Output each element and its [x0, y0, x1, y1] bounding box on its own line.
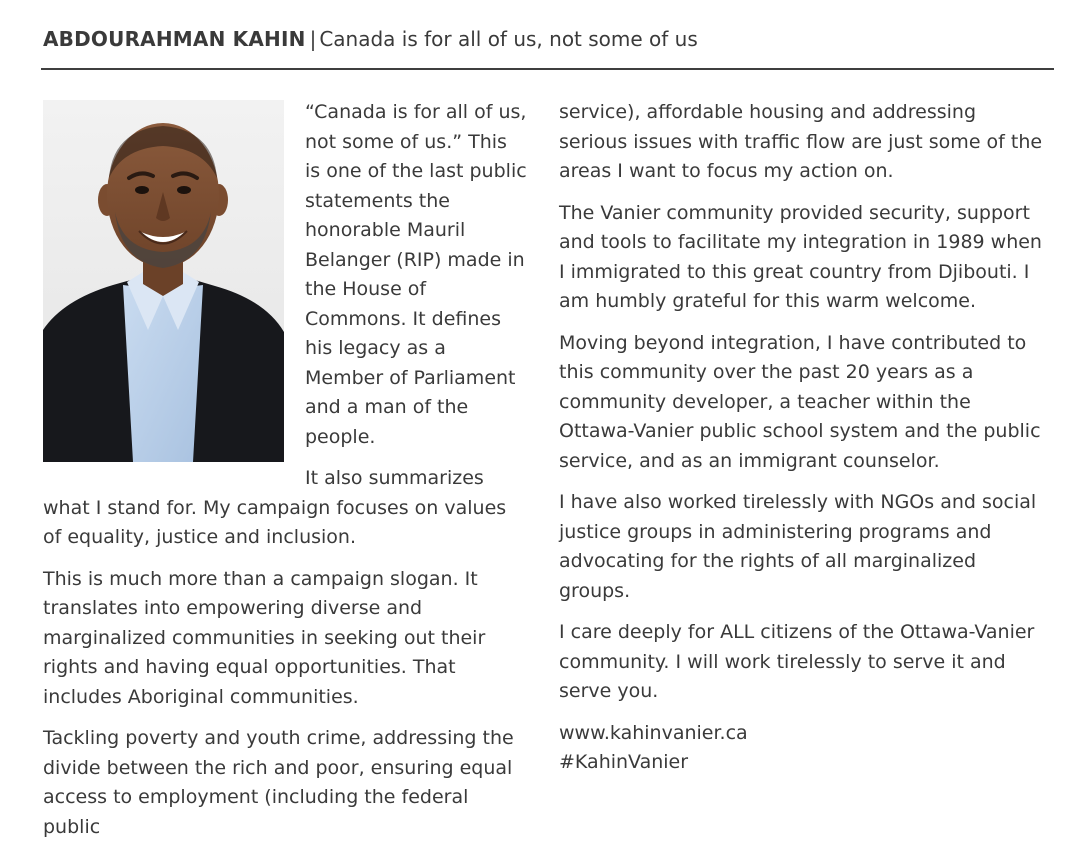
contact-block	[559, 719, 1049, 778]
right-paragraph-5: I care deeply for ALL citizens of the Ottawa-Vanier community. I will work tirelessly to serve it and serve you.	[559, 621, 1035, 702]
right-paragraph-2: The Vanier community provided security, support and tools to facilitate my integration in 1989 when I immigrated to this great country from Djibouti. I am humbly grateful for this warm welcome.	[559, 201, 1042, 312]
header-divider	[41, 68, 1054, 70]
campaign-hashtag[interactable]: #KahinVanier	[559, 751, 689, 773]
page-header	[43, 24, 698, 54]
left-paragraph-2: It also summarizes what I stand for. My campaign focuses on values of equality, justice and inclusion.	[43, 467, 507, 548]
website-link[interactable]: www.kahinvanier.ca	[559, 721, 748, 744]
header-separator: |	[309, 27, 317, 51]
left-paragraph-1: “Canada is for all of us, not some of us.” This is one of the last public statements the honorable Mauril Belanger (RIP) made in the House of Commons. It defines his legacy as a Member of Parliament and a man of the people.	[305, 101, 527, 448]
left-column	[43, 98, 528, 854]
candidate-portrait-photo	[43, 100, 284, 462]
header-tagline: Canada is for all of us, not some of us	[319, 27, 698, 51]
right-paragraph-4: I have also worked tirelessly with NGOs and social justice groups in administering programs and advocating for the rights of all marginalized groups.	[559, 491, 1037, 602]
right-paragraph-1: service), affordable housing and addressing serious issues with traffic flow are just some of the areas I want to focus my action on.	[559, 101, 1043, 182]
left-paragraph-3: This is much more than a campaign slogan. It translates into empowering diverse and marginalized communities in seeking out their rights and having equal opportunities. That includes Aboriginal communities.	[43, 567, 486, 708]
right-paragraph-3: Moving beyond integration, I have contributed to this community over the past 20 years as a community developer, a teacher within the Ottawa-Vanier public school system and the public service, and as an immigrant counselor.	[559, 331, 1041, 472]
left-paragraph-4: Tackling poverty and youth crime, addressing the divide between the rich and poor, ensuring equal access to employment (including the federal public	[43, 727, 514, 838]
candidate-name: ABDOURAHMAN KAHIN	[43, 27, 306, 51]
right-column	[559, 98, 1049, 790]
